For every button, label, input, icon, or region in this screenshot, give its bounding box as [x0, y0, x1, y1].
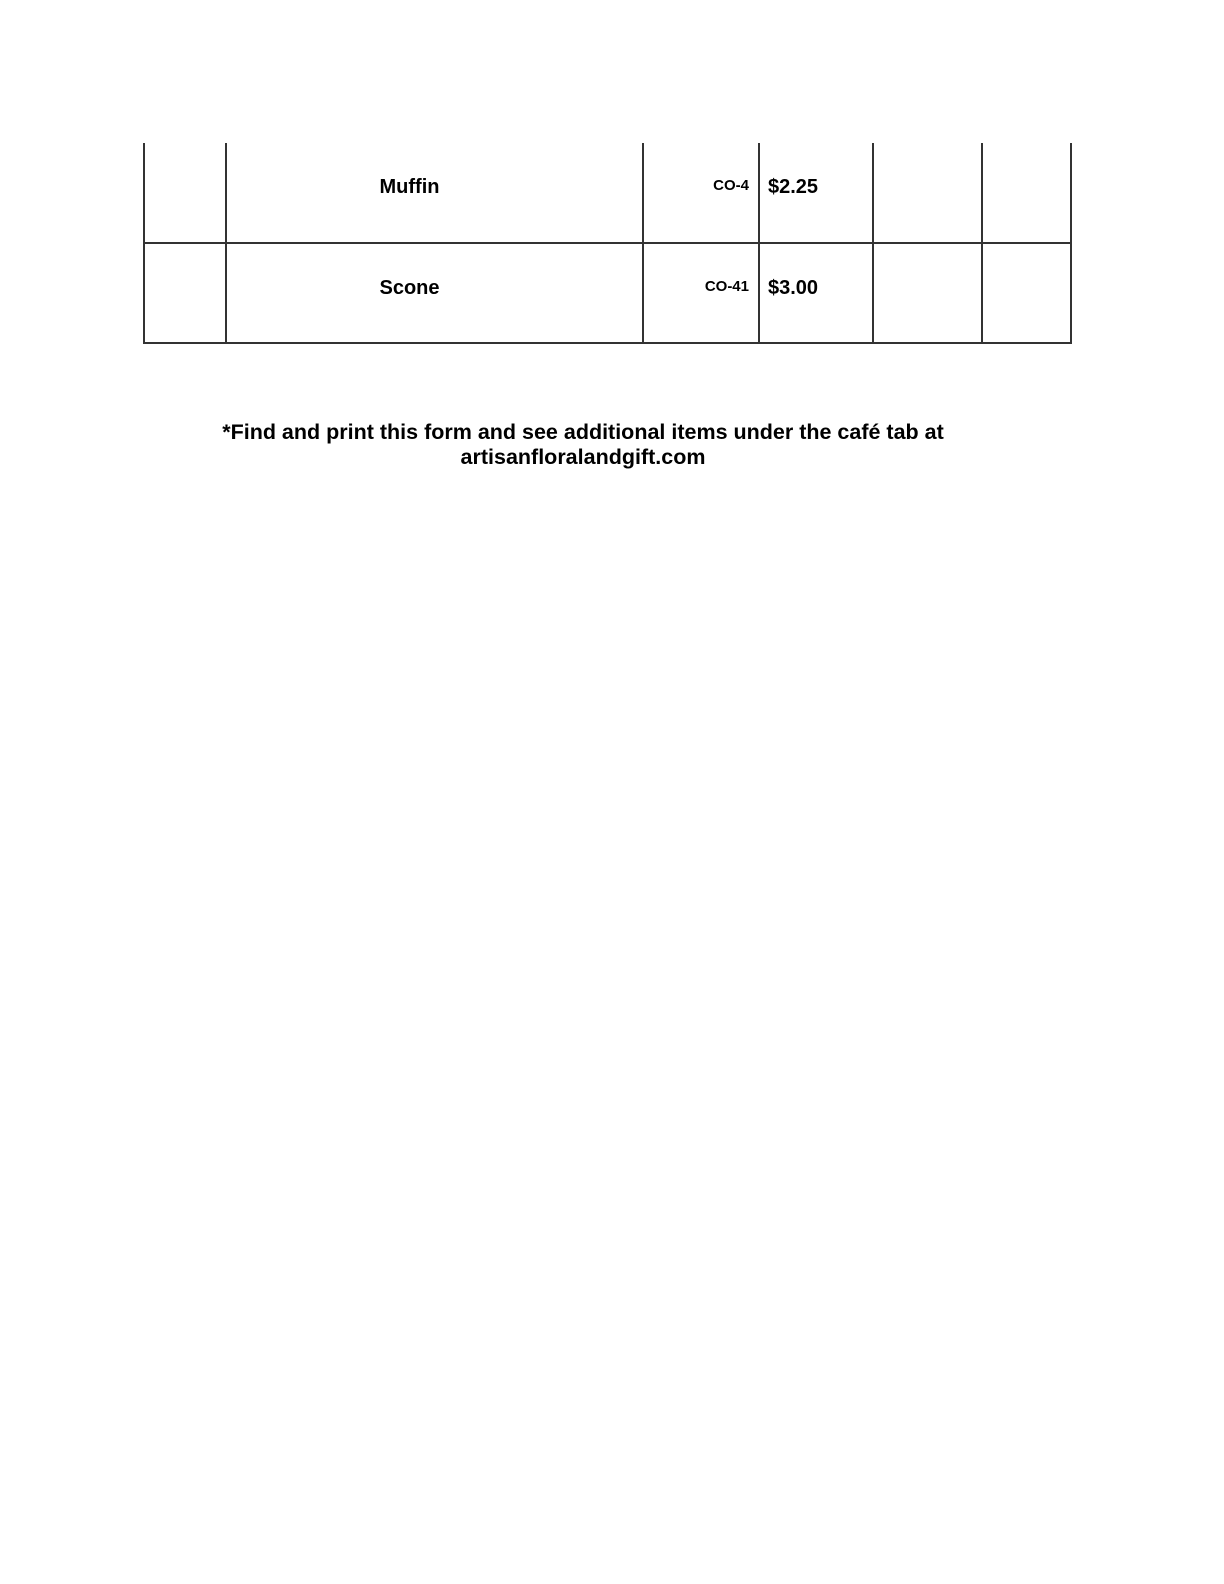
quantity-cell[interactable] — [144, 243, 226, 343]
quantity-cell[interactable] — [144, 143, 226, 243]
blank-cell[interactable] — [873, 243, 982, 343]
item-price-cell — [759, 243, 873, 343]
item-price: $2.25 — [768, 176, 819, 198]
footer-line-1: *Find and print this form and see additional items under the café tab at — [222, 420, 944, 444]
item-code-cell — [643, 143, 759, 243]
blank-cell[interactable] — [873, 143, 982, 243]
item-price-cell — [759, 143, 873, 243]
item-name-cell — [226, 143, 643, 243]
item-name-cell — [226, 243, 643, 343]
table-row — [144, 243, 1071, 343]
blank-cell[interactable] — [982, 243, 1071, 343]
table-row — [144, 143, 1071, 243]
footer-note — [150, 420, 1016, 470]
item-price: $3.00 — [768, 277, 819, 299]
item-code-cell — [643, 243, 759, 343]
item-name: Scone — [379, 277, 440, 299]
order-form-table — [143, 143, 1072, 344]
blank-cell[interactable] — [982, 143, 1071, 243]
footer-website: artisanfloralandgift.com — [460, 445, 706, 469]
item-code: CO-41 — [704, 278, 749, 295]
item-code: CO-4 — [713, 177, 749, 194]
item-name: Muffin — [379, 176, 440, 198]
